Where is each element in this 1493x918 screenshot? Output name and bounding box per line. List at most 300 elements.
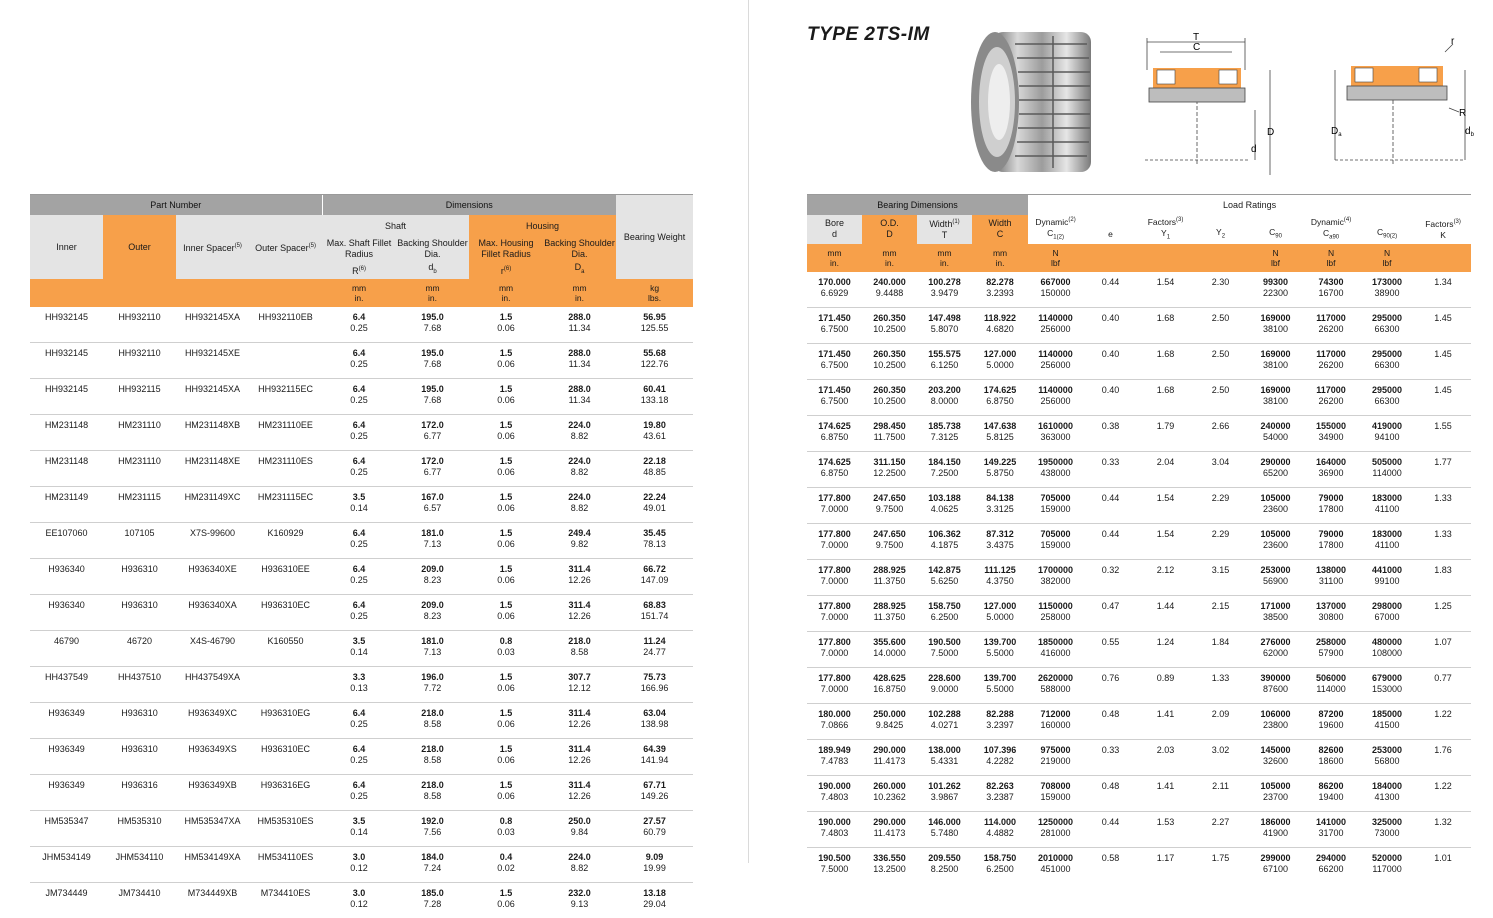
cell-value: 41500 bbox=[1359, 720, 1415, 731]
cell-value: 12.26 bbox=[543, 791, 616, 802]
cell-value: 174.625 bbox=[972, 385, 1028, 396]
cell-value: 1.68 bbox=[1138, 349, 1193, 360]
table-cell bbox=[1138, 343, 1193, 379]
unit-cell: mm in. bbox=[807, 244, 862, 272]
cell-value: 7.68 bbox=[396, 359, 469, 370]
cell-value: JHM534110 bbox=[103, 852, 176, 863]
cell-value: 145000 bbox=[1248, 745, 1303, 756]
cell-value: 30800 bbox=[1303, 612, 1359, 623]
sym-Da: $D_a$ bbox=[543, 261, 616, 279]
table-cell bbox=[862, 415, 917, 451]
table-cell bbox=[616, 631, 693, 667]
cell-value: HH932145XA bbox=[176, 384, 249, 395]
cell-value: 56900 bbox=[1248, 576, 1303, 587]
table-cell bbox=[972, 307, 1028, 343]
cell-value: 1.45 bbox=[1415, 385, 1471, 396]
cell-value: 16.8750 bbox=[862, 684, 917, 695]
cell-value: H936310EE bbox=[249, 564, 322, 575]
cell-value: H936310 bbox=[103, 564, 176, 575]
table-cell bbox=[1359, 451, 1415, 487]
table-cell bbox=[103, 739, 176, 775]
cell-value: 2.27 bbox=[1193, 817, 1248, 828]
cell-value: 506000 bbox=[1303, 673, 1359, 684]
table-cell bbox=[1028, 775, 1083, 811]
label-Da: $D_a$ bbox=[1331, 126, 1342, 138]
cell-value: 6.57 bbox=[396, 503, 469, 514]
table-cell bbox=[543, 487, 616, 523]
cell-value: 117000 bbox=[1303, 385, 1359, 396]
label-T: T bbox=[1193, 32, 1199, 43]
table-cell bbox=[1248, 487, 1303, 523]
cell-value: 8.58 bbox=[396, 719, 469, 730]
table-cell bbox=[30, 487, 103, 523]
table-cell bbox=[322, 775, 396, 811]
table-cell bbox=[1138, 379, 1193, 415]
cell-value: 1.33 bbox=[1193, 673, 1248, 684]
cell-value: 355.600 bbox=[862, 637, 917, 648]
cell-value: 5.0000 bbox=[972, 612, 1028, 623]
cell-value: 1.53 bbox=[1138, 817, 1193, 828]
cell-value: 288.925 bbox=[862, 565, 917, 576]
cell-value: 153000 bbox=[1359, 684, 1415, 695]
cell-value: 224.0 bbox=[543, 420, 616, 431]
cell-value: 1150000 bbox=[1028, 601, 1083, 612]
cell-value: 0.40 bbox=[1083, 313, 1138, 324]
cross-section-diagram-1 bbox=[1135, 30, 1285, 180]
cell-value: 3.0 bbox=[322, 852, 396, 863]
cell-value: 6.8750 bbox=[807, 468, 862, 479]
cell-value: 7.0000 bbox=[807, 648, 862, 659]
cell-value: 177.800 bbox=[807, 673, 862, 684]
table-cell bbox=[1193, 847, 1248, 883]
cell-value: 23600 bbox=[1248, 504, 1303, 515]
table-cell bbox=[917, 631, 972, 667]
cell-value: 13.2500 bbox=[862, 864, 917, 875]
col-bore: Bore d bbox=[807, 215, 862, 244]
table-cell bbox=[1415, 559, 1471, 595]
cell-value: 438000 bbox=[1028, 468, 1083, 479]
table-cell bbox=[396, 523, 469, 559]
cell-value: 209.0 bbox=[396, 600, 469, 611]
cell-value: 0.89 bbox=[1138, 673, 1193, 684]
table-cell bbox=[1359, 379, 1415, 415]
cell-value: 107105 bbox=[103, 528, 176, 539]
cell-value: 172.0 bbox=[396, 420, 469, 431]
cell-value: 4.6820 bbox=[972, 324, 1028, 335]
cell-value: 41900 bbox=[1248, 828, 1303, 839]
table-cell bbox=[862, 379, 917, 415]
table-cell bbox=[1359, 595, 1415, 631]
cell-value: 1700000 bbox=[1028, 565, 1083, 576]
cell-value: 1.5 bbox=[469, 780, 543, 791]
table-cell bbox=[807, 595, 862, 631]
cell-value: 6.7500 bbox=[807, 324, 862, 335]
table-cell bbox=[396, 415, 469, 451]
table-cell bbox=[103, 487, 176, 523]
table-cell bbox=[469, 559, 543, 595]
cell-value: 260.000 bbox=[862, 781, 917, 792]
cell-value: 7.68 bbox=[396, 395, 469, 406]
table-cell bbox=[807, 307, 862, 343]
cell-value: 171.450 bbox=[807, 385, 862, 396]
table-cell bbox=[1083, 847, 1138, 883]
cell-value: 1.5 bbox=[469, 672, 543, 683]
cell-value: 1.34 bbox=[1415, 277, 1471, 288]
cell-value: 0.06 bbox=[469, 755, 543, 766]
cell-value: 219000 bbox=[1028, 756, 1083, 767]
cell-value: 38500 bbox=[1248, 612, 1303, 623]
cell-value: 6.8750 bbox=[972, 396, 1028, 407]
table-cell bbox=[1193, 272, 1248, 308]
table-cell bbox=[396, 811, 469, 847]
table-cell bbox=[1303, 631, 1359, 667]
table-cell bbox=[103, 811, 176, 847]
table-cell bbox=[1248, 523, 1303, 559]
table-cell bbox=[917, 523, 972, 559]
cell-value: 5.8750 bbox=[972, 468, 1028, 479]
cell-value: 84.138 bbox=[972, 493, 1028, 504]
table-cell bbox=[396, 703, 469, 739]
cell-value: 16700 bbox=[1303, 288, 1359, 299]
table-cell bbox=[807, 667, 862, 703]
cell-value: 0.12 bbox=[322, 863, 396, 874]
table-cell bbox=[1248, 415, 1303, 451]
cell-value: 218.0 bbox=[396, 780, 469, 791]
table-cell bbox=[1193, 523, 1248, 559]
cell-value: 24.77 bbox=[616, 647, 693, 658]
housing-header: Housing bbox=[469, 215, 616, 237]
cell-value: HH932145 bbox=[30, 312, 103, 323]
cell-value: 428.625 bbox=[862, 673, 917, 684]
cell-value: 3.15 bbox=[1193, 565, 1248, 576]
table-cell bbox=[862, 703, 917, 739]
table-row bbox=[30, 739, 693, 775]
cell-value: 3.04 bbox=[1193, 457, 1248, 468]
table-cell bbox=[1359, 272, 1415, 308]
table-cell bbox=[322, 883, 396, 918]
cell-value: 1.25 bbox=[1415, 601, 1471, 612]
cell-value: 10.2500 bbox=[862, 396, 917, 407]
cell-value: 299000 bbox=[1248, 853, 1303, 864]
table-cell bbox=[396, 739, 469, 775]
table-cell bbox=[1083, 487, 1138, 523]
cell-value: 4.3750 bbox=[972, 576, 1028, 587]
cell-value: 6.4 bbox=[322, 348, 396, 359]
cell-value: 1.24 bbox=[1138, 637, 1193, 648]
cell-value: 0.25 bbox=[322, 611, 396, 622]
table-cell bbox=[1083, 631, 1138, 667]
cell-value: 12.2500 bbox=[862, 468, 917, 479]
cell-value: 7.0000 bbox=[807, 684, 862, 695]
table-cell bbox=[862, 343, 917, 379]
cell-value: 5.4331 bbox=[917, 756, 972, 767]
cell-value: 190.000 bbox=[807, 817, 862, 828]
cell-value: 1.84 bbox=[1193, 637, 1248, 648]
cell-value: 218.0 bbox=[543, 636, 616, 647]
table-cell bbox=[103, 847, 176, 883]
cell-value: 0.33 bbox=[1083, 745, 1138, 756]
table-cell bbox=[917, 343, 972, 379]
cell-value: 5.8125 bbox=[972, 432, 1028, 443]
table-cell bbox=[543, 847, 616, 883]
table-cell bbox=[30, 307, 103, 343]
cell-value: 5.0000 bbox=[972, 360, 1028, 371]
cell-value: 0.8 bbox=[469, 816, 543, 827]
cell-value: 679000 bbox=[1359, 673, 1415, 684]
col-y2: $Y_2$ bbox=[1193, 215, 1248, 244]
table-cell bbox=[1193, 415, 1248, 451]
table-cell bbox=[176, 559, 249, 595]
table-cell bbox=[1028, 595, 1083, 631]
table-cell bbox=[616, 811, 693, 847]
cell-value: K160550 bbox=[249, 636, 322, 647]
cell-value: HM231149 bbox=[30, 492, 103, 503]
cell-value: 67.71 bbox=[616, 780, 693, 791]
cell-value: 0.06 bbox=[469, 503, 543, 514]
table-cell bbox=[1303, 739, 1359, 775]
table-cell bbox=[30, 811, 103, 847]
table-cell bbox=[103, 667, 176, 703]
cell-value: 311.150 bbox=[862, 457, 917, 468]
cell-value: 7.3125 bbox=[917, 432, 972, 443]
cell-value: 7.2500 bbox=[917, 468, 972, 479]
table-cell bbox=[322, 415, 396, 451]
col-outer-spacer: Outer Spacer$^{(5)}$ bbox=[249, 215, 322, 279]
cell-value: 588000 bbox=[1028, 684, 1083, 695]
cell-value: 82600 bbox=[1303, 745, 1359, 756]
table-cell bbox=[1303, 775, 1359, 811]
cell-value: 17800 bbox=[1303, 504, 1359, 515]
table-cell bbox=[176, 775, 249, 811]
col-shaft-backing: Backing Shoulder Dia. bbox=[396, 237, 469, 261]
cell-value: 117000 bbox=[1359, 864, 1415, 875]
cell-value: 63.04 bbox=[616, 708, 693, 719]
table-cell bbox=[103, 559, 176, 595]
cell-value: H936310EC bbox=[249, 744, 322, 755]
table-cell bbox=[1028, 523, 1083, 559]
cell-value: 174.625 bbox=[807, 457, 862, 468]
cell-value: 12.26 bbox=[543, 755, 616, 766]
cell-value: 336.550 bbox=[862, 853, 917, 864]
table-cell bbox=[322, 379, 396, 415]
cell-value: H936340 bbox=[30, 600, 103, 611]
cell-value: 0.77 bbox=[1415, 673, 1471, 684]
table-cell bbox=[1415, 415, 1471, 451]
table-cell bbox=[1303, 559, 1359, 595]
table-row bbox=[30, 703, 693, 739]
table-cell bbox=[1193, 379, 1248, 415]
table-cell bbox=[322, 739, 396, 775]
cell-value: 1250000 bbox=[1028, 817, 1083, 828]
cell-value: 36900 bbox=[1303, 468, 1359, 479]
table-row bbox=[807, 703, 1471, 739]
table-cell bbox=[249, 415, 322, 451]
cell-value: 22300 bbox=[1248, 288, 1303, 299]
label-C: C bbox=[1193, 42, 1200, 53]
cell-value: HM231110ES bbox=[249, 456, 322, 467]
table-cell bbox=[862, 775, 917, 811]
table-cell bbox=[176, 739, 249, 775]
table-cell bbox=[972, 739, 1028, 775]
cell-value: 12.26 bbox=[543, 575, 616, 586]
table-row bbox=[807, 631, 1471, 667]
cell-value: 192.0 bbox=[396, 816, 469, 827]
col-y1: Factors$^{(3)}$ $Y_1$ bbox=[1138, 215, 1193, 244]
cell-value: 3.2393 bbox=[972, 288, 1028, 299]
cell-value: 66300 bbox=[1359, 396, 1415, 407]
table-cell bbox=[249, 559, 322, 595]
table-cell bbox=[176, 307, 249, 343]
table-cell bbox=[396, 487, 469, 523]
cell-value: 9.84 bbox=[543, 827, 616, 838]
cell-value: 4.0271 bbox=[917, 720, 972, 731]
cell-value: 2.50 bbox=[1193, 385, 1248, 396]
cell-value: 12.26 bbox=[543, 611, 616, 622]
table-cell bbox=[103, 775, 176, 811]
cell-value: 0.76 bbox=[1083, 673, 1138, 684]
table-cell bbox=[1193, 343, 1248, 379]
cell-value: 19.99 bbox=[616, 863, 693, 874]
cell-value: 8.82 bbox=[543, 863, 616, 874]
table-cell bbox=[1138, 739, 1193, 775]
cell-value: 1.33 bbox=[1415, 493, 1471, 504]
cell-value: JM734449 bbox=[30, 888, 103, 899]
cell-value: HM231115 bbox=[103, 492, 176, 503]
cell-value: HM231148XE bbox=[176, 456, 249, 467]
table-cell bbox=[917, 739, 972, 775]
cell-value: H936340XA bbox=[176, 600, 249, 611]
cell-value: 1140000 bbox=[1028, 313, 1083, 324]
table-cell bbox=[807, 415, 862, 451]
table-cell bbox=[543, 703, 616, 739]
cell-value: 256000 bbox=[1028, 360, 1083, 371]
table-cell bbox=[972, 667, 1028, 703]
cell-value: 5.5000 bbox=[972, 648, 1028, 659]
table-cell bbox=[616, 559, 693, 595]
col-housing-backing: Backing Shoulder Dia. bbox=[543, 237, 616, 261]
cell-value: 9.0000 bbox=[917, 684, 972, 695]
cell-value: 183000 bbox=[1359, 529, 1415, 540]
table-cell bbox=[30, 415, 103, 451]
table-cell bbox=[249, 883, 322, 918]
table-row bbox=[30, 775, 693, 811]
table-cell bbox=[249, 703, 322, 739]
cell-value: 256000 bbox=[1028, 396, 1083, 407]
cell-value: 117000 bbox=[1303, 313, 1359, 324]
table-cell bbox=[30, 775, 103, 811]
shaft-header: Shaft bbox=[322, 215, 469, 237]
cell-value: 0.25 bbox=[322, 431, 396, 442]
unit-cell: N lbf bbox=[1028, 244, 1083, 272]
cell-value: HM231148XB bbox=[176, 420, 249, 431]
table-cell bbox=[249, 307, 322, 343]
table-cell bbox=[1303, 703, 1359, 739]
cell-value: 141000 bbox=[1303, 817, 1359, 828]
cell-value: 363000 bbox=[1028, 432, 1083, 443]
table-row bbox=[807, 415, 1471, 451]
table-cell bbox=[322, 595, 396, 631]
unit-cell: N lbf bbox=[1359, 244, 1415, 272]
cell-value: 26200 bbox=[1303, 396, 1359, 407]
cell-value: 195.0 bbox=[396, 348, 469, 359]
table-row bbox=[30, 307, 693, 343]
cell-value: 12.12 bbox=[543, 683, 616, 694]
table-cell bbox=[396, 307, 469, 343]
bearing-photo bbox=[965, 22, 1100, 182]
cell-value: 189.949 bbox=[807, 745, 862, 756]
table-cell bbox=[972, 559, 1028, 595]
table-cell bbox=[1248, 847, 1303, 883]
cell-value: 1.5 bbox=[469, 312, 543, 323]
table-cell bbox=[862, 272, 917, 308]
cell-value: 87.312 bbox=[972, 529, 1028, 540]
table-cell bbox=[469, 703, 543, 739]
cell-value: 117000 bbox=[1303, 349, 1359, 360]
cell-value: 18600 bbox=[1303, 756, 1359, 767]
cell-value: 1.68 bbox=[1138, 385, 1193, 396]
cell-value: HM534149XA bbox=[176, 852, 249, 863]
table-cell bbox=[917, 703, 972, 739]
cell-value: 7.5000 bbox=[807, 864, 862, 875]
right-spec-table bbox=[807, 195, 1471, 883]
cell-value: HM535347XA bbox=[176, 816, 249, 827]
table-row bbox=[807, 559, 1471, 595]
cell-value: 7.4783 bbox=[807, 756, 862, 767]
table-cell bbox=[1303, 272, 1359, 308]
table-cell bbox=[176, 703, 249, 739]
cell-value: 173000 bbox=[1359, 277, 1415, 288]
cell-value: 0.38 bbox=[1083, 421, 1138, 432]
cell-value: HM535310 bbox=[103, 816, 176, 827]
table-cell bbox=[176, 451, 249, 487]
cell-value: 149.26 bbox=[616, 791, 693, 802]
cell-value: 3.5 bbox=[322, 492, 396, 503]
table-cell bbox=[1028, 343, 1083, 379]
table-cell bbox=[1248, 343, 1303, 379]
table-cell bbox=[176, 343, 249, 379]
table-cell bbox=[103, 307, 176, 343]
unit-cell: mm in. bbox=[469, 279, 543, 307]
table-cell bbox=[176, 883, 249, 918]
cell-value: 1.76 bbox=[1415, 745, 1471, 756]
cell-value: 170.000 bbox=[807, 277, 862, 288]
cell-value: 0.06 bbox=[469, 323, 543, 334]
cell-value: 46720 bbox=[103, 636, 176, 647]
cell-value: 232.0 bbox=[543, 888, 616, 899]
col-k: Factors$^{(3)}$ K bbox=[1415, 215, 1471, 244]
table-cell bbox=[1248, 667, 1303, 703]
cell-value: 7.0866 bbox=[807, 720, 862, 731]
cell-value: 224.0 bbox=[543, 492, 616, 503]
cell-value: 0.06 bbox=[469, 539, 543, 550]
cell-value: 111.125 bbox=[972, 565, 1028, 576]
cell-value: HH437510 bbox=[103, 672, 176, 683]
table-cell bbox=[917, 415, 972, 451]
table-cell bbox=[1248, 307, 1303, 343]
cell-value: 65200 bbox=[1248, 468, 1303, 479]
cell-value: 209.0 bbox=[396, 564, 469, 575]
table-cell bbox=[176, 595, 249, 631]
cell-value: 0.25 bbox=[322, 395, 396, 406]
cell-value: 0.06 bbox=[469, 611, 543, 622]
table-row bbox=[807, 272, 1471, 308]
table-cell bbox=[103, 415, 176, 451]
table-cell bbox=[176, 379, 249, 415]
cell-value: 6.1250 bbox=[917, 360, 972, 371]
cell-value: 3.9867 bbox=[917, 792, 972, 803]
cell-value: 141.94 bbox=[616, 755, 693, 766]
cell-value: 307.7 bbox=[543, 672, 616, 683]
